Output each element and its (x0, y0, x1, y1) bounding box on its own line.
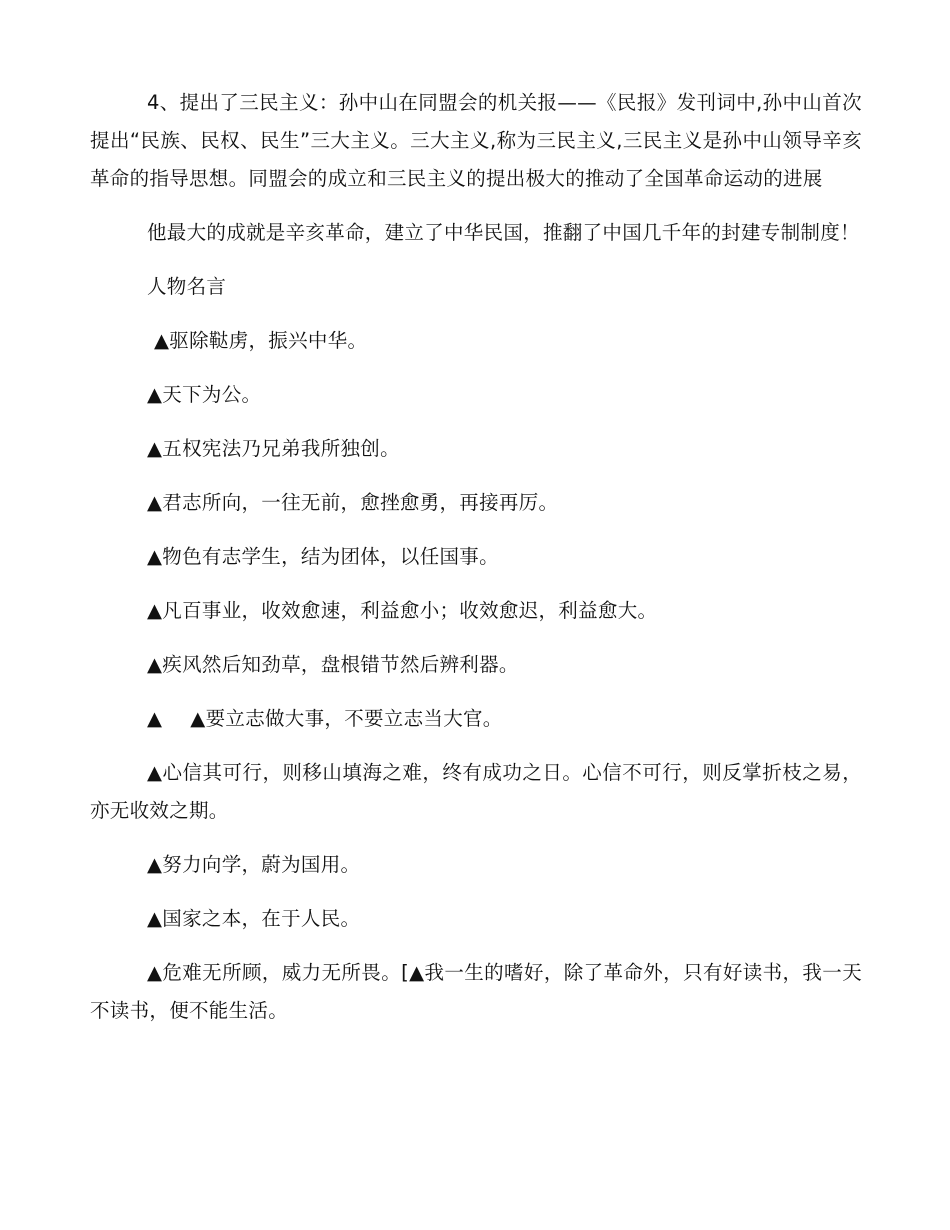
paragraph-gap (90, 830, 862, 846)
paragraph-gap (90, 738, 862, 754)
quote-item: ▲努力向学，蔚为国用。 (147, 853, 361, 876)
paragraph-three-principles: 4、提出了三民主义：孙中山在同盟会的机关报——《民报》发刊词中,孙中山首次提出“民族、民权、民生”三大主义。三大主义,称为三民主义,三民主义是孙中山领导辛亥革命的指导思想。同盟会的成立和三民主义的提出极大的推动了全国革命运动的进展 (90, 91, 862, 190)
quote-item: ▲天下为公。 (147, 383, 262, 406)
paragraph-gap (90, 306, 862, 322)
quote-item: ▲疾风然后知劲草，盘根错节然后辨利器。 (147, 653, 519, 676)
paragraph-gap (90, 468, 862, 484)
quote-item: ▲国家之本，在于人民。 (147, 907, 361, 930)
section-heading-quotes: 人物名言 (147, 275, 227, 298)
quote-item: ▲心信其可行，则移山填海之难，终有成功之日。心信不可行，则反掌折枝之易，亦无收效之期。 (90, 761, 862, 822)
paragraph-gap (90, 522, 862, 538)
paragraph-gap (90, 884, 862, 900)
quote-item: ▲物色有志学生，结为团体，以任国事。 (147, 545, 499, 568)
paragraph-gap (90, 414, 862, 430)
quote-item: ▲危难无所顾，威力无所畏。[▲我一生的嗜好，除了革命外，只有好读书，我一天不读书，便不能生活。 (90, 961, 862, 1022)
quote-text: ▲要立志做大事，不要立志当大官。 (190, 707, 503, 730)
paragraph-achievement: 他最大的成就是辛亥革命，建立了中华民国，推翻了中国几千年的封建专制制度！ (147, 221, 860, 244)
paragraph-gap (90, 360, 862, 376)
triangle-bullet-icon: ▲ (147, 707, 163, 730)
quote-item: ▲凡百事业，收效愈速，利益愈小；收效愈迟，利益愈大。 (147, 599, 658, 622)
quote-item: ▲君志所向，一往无前，愈挫愈勇，再接再厉。 (147, 491, 559, 514)
quote-item-double-mark (90, 700, 862, 738)
quote-item: ▲驱除鞑虏，振兴中华。 (154, 329, 368, 352)
quote-item: ▲五权宪法乃兄弟我所独创。 (147, 437, 400, 460)
paragraph-gap (90, 938, 862, 954)
paragraph-gap (90, 198, 862, 214)
paragraph-gap (90, 576, 862, 592)
document-page (90, 84, 862, 1030)
paragraph-gap (90, 684, 862, 700)
paragraph-gap (90, 630, 862, 646)
paragraph-gap (90, 252, 862, 268)
